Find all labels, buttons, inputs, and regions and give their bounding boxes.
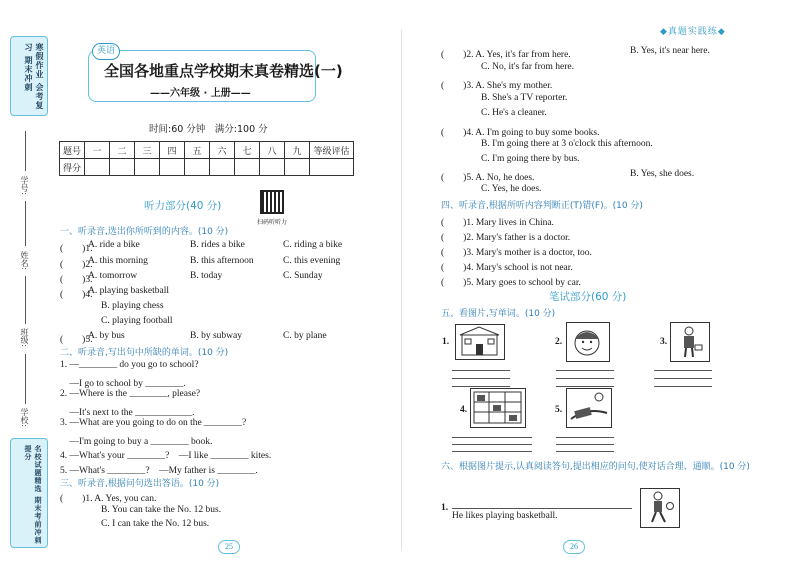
- fill-line: 2. —Where is the ________, please?: [60, 389, 201, 399]
- field-line: [25, 354, 26, 404]
- score-cell[interactable]: [135, 159, 160, 176]
- answer-line: [556, 386, 614, 387]
- binding-strip: [10, 36, 50, 566]
- option-c: C. riding a bike: [283, 240, 343, 250]
- binding-bottom-label: 名校试题精选 期末考前冲刺提分: [24, 445, 42, 545]
- option-b: B. by subway: [190, 331, 242, 341]
- score-cell[interactable]: [260, 159, 285, 176]
- picture-number: 3.: [660, 337, 668, 347]
- field-line: [25, 131, 26, 171]
- answer-option: B. You can take the No. 12 bus.: [101, 505, 222, 515]
- page-divider: [401, 30, 402, 550]
- answer-option: ( )1. A. Yes, you can.: [60, 494, 157, 504]
- score-header-cell: 七: [235, 142, 260, 159]
- answer-option: ( )5. A. No, he does.: [441, 173, 535, 183]
- banner-label: ◆真题实践练◆: [660, 27, 726, 37]
- score-cell[interactable]: [85, 159, 110, 176]
- field-line: [25, 201, 26, 246]
- answer-line: [654, 378, 712, 379]
- answer-option: ( )2. A. Yes, it's far from here.: [441, 50, 571, 60]
- picture-number: 5.: [555, 405, 563, 415]
- question-number: ( )1.: [60, 244, 93, 254]
- answer-option: ( )3. A. She's my mother.: [441, 81, 553, 91]
- field-school: 学校:: [20, 408, 29, 427]
- answer-option: C. He's a cleaner.: [481, 108, 547, 118]
- option-b: B. rides a bike: [190, 240, 245, 250]
- fill-line: —I'm going to buy a ________ book.: [60, 437, 213, 447]
- fill-line: 3. —What are you going to do on the ________?: [60, 418, 247, 428]
- score-header-cell: 九: [285, 142, 310, 159]
- option-a: A. tomorrow: [88, 271, 138, 281]
- score-header-cell: 等级评估: [310, 142, 354, 159]
- answer-line: [452, 370, 510, 371]
- shelves-picture: [470, 388, 526, 428]
- question-number: ( )3.: [60, 275, 93, 285]
- question-answer-line[interactable]: [452, 508, 632, 509]
- option-c: C. Sunday: [283, 271, 323, 281]
- field-student-number: 学号:: [20, 176, 29, 195]
- answer-line: [556, 437, 614, 438]
- fill-line: 1. —________ do you go to school?: [60, 360, 199, 370]
- businessman-picture: [670, 322, 710, 362]
- score-row-label: 得分: [60, 159, 85, 176]
- answer-line: [452, 444, 532, 445]
- option-a: A. this morning: [88, 256, 148, 266]
- given-answer: He likes playing basketball.: [452, 511, 558, 521]
- score-cell[interactable]: [110, 159, 135, 176]
- option-a: A. ride a bike: [88, 240, 140, 250]
- score-header-cell: 五: [185, 142, 210, 159]
- answer-line: [452, 386, 510, 387]
- option-a: A. playing basketball: [88, 286, 169, 296]
- fill-line: 4. —What's your ________? —I like ________ kites.: [60, 451, 272, 461]
- question-number: 1.: [441, 503, 449, 513]
- exam-meta: 时间:60 分钟 满分:100 分: [149, 124, 268, 135]
- section-2-instructions: 二、听录音,写出句中所缺的单词。(10 分): [60, 348, 229, 358]
- train-picture: [566, 388, 612, 428]
- score-header-cell: 四: [160, 142, 185, 159]
- field-line: [25, 276, 26, 324]
- option-c: C. by plane: [283, 331, 327, 341]
- score-cell[interactable]: [160, 159, 185, 176]
- score-header-cell: 一: [85, 142, 110, 159]
- section-5-instructions: 五、看图片,写单词。(10 分): [441, 309, 556, 319]
- grade-subtitle: ——六年级 · 上册——: [150, 88, 251, 99]
- answer-line: [654, 386, 712, 387]
- written-section-title: 笔试部分(60 分): [549, 291, 627, 303]
- subject-tag: 英语: [92, 43, 120, 60]
- answer-option: B. Yes, it's near here.: [630, 46, 710, 56]
- qr-label: 扫码听听力: [257, 219, 288, 226]
- tf-item: ( )5. Mary goes to school by car.: [441, 278, 581, 288]
- binding-bottom-label-box: [10, 438, 48, 548]
- section-4-instructions: 四、听录音,根据所听内容判断正(T)错(F)。(10 分): [441, 201, 643, 211]
- option-b: B. today: [190, 271, 223, 281]
- tf-item: ( )3. Mary's mother is a doctor, too.: [441, 248, 592, 258]
- answer-option: B. Yes, she does.: [630, 169, 695, 179]
- score-table: [59, 141, 354, 176]
- picture-number: 2.: [555, 337, 563, 347]
- question-number: ( )2.: [60, 260, 93, 270]
- section-6-instructions: 六、根据图片提示,认真阅读答句,提出相应的问句,使对话合理、通顺。(10 分): [441, 462, 750, 472]
- score-cell[interactable]: [235, 159, 260, 176]
- option-b: B. playing chess: [101, 301, 164, 311]
- field-name: 姓名:: [20, 251, 29, 270]
- listening-section-title: 听力部分(40 分): [144, 200, 222, 212]
- answer-option: C. No, it's far from here.: [481, 62, 574, 72]
- qr-code-icon[interactable]: [260, 190, 284, 214]
- answer-line: [654, 370, 712, 371]
- score-header-cell: 题号: [60, 142, 85, 159]
- section-1-instructions: 一、听录音,选出你所听到的内容。(10 分): [60, 227, 229, 237]
- option-c: C. playing football: [101, 316, 173, 326]
- score-cell[interactable]: [185, 159, 210, 176]
- answer-option: B. I'm going there at 3 o'clock this afternoon.: [481, 139, 653, 149]
- score-cell[interactable]: [310, 159, 354, 176]
- answer-line: [556, 378, 614, 379]
- page-number-right: 26: [563, 540, 585, 554]
- basketball-player-picture: [640, 488, 680, 528]
- score-header-cell: 二: [110, 142, 135, 159]
- answer-line: [556, 451, 614, 452]
- fill-line: —It's next to the ____________.: [60, 408, 195, 418]
- score-table-score-row: [60, 159, 354, 176]
- picture-number: 1.: [442, 337, 450, 347]
- option-c: C. this evening: [283, 256, 341, 266]
- picture-number: 4.: [460, 405, 468, 415]
- field-class: 班级:: [20, 328, 29, 347]
- answer-option: C. I can take the No. 12 bus.: [101, 519, 210, 529]
- fill-line: —I go to school by ________.: [60, 379, 186, 389]
- score-header-cell: 六: [210, 142, 235, 159]
- answer-line: [452, 451, 532, 452]
- page-number-left: 25: [218, 540, 240, 554]
- tf-item: ( )1. Mary lives in China.: [441, 218, 554, 228]
- school-building-picture: [455, 324, 505, 360]
- answer-option: C. Yes, he does.: [481, 184, 542, 194]
- answer-line: [452, 437, 532, 438]
- answer-option: ( )4. A. I'm going to buy some books.: [441, 128, 600, 138]
- fill-line: 5. —What's ________? —My father is ________.: [60, 466, 258, 476]
- answer-option: C. I'm going there by bus.: [481, 154, 580, 164]
- girl-picture: [566, 322, 610, 362]
- score-header-cell: 八: [260, 142, 285, 159]
- binding-top-label-box: [10, 36, 48, 116]
- option-a: A. by bus: [88, 331, 125, 341]
- score-header-cell: 三: [135, 142, 160, 159]
- answer-option: B. She's a TV reporter.: [481, 93, 568, 103]
- tf-item: ( )4. Mary's school is not near.: [441, 263, 573, 273]
- question-number: ( )4.: [60, 290, 93, 300]
- score-cell[interactable]: [285, 159, 310, 176]
- answer-line: [452, 378, 510, 379]
- score-table-header-row: [60, 142, 354, 159]
- score-cell[interactable]: [210, 159, 235, 176]
- answer-line: [556, 444, 614, 445]
- page-title: 全国各地重点学校期末真卷精选(一): [104, 62, 343, 80]
- answer-line: [556, 370, 614, 371]
- binding-top-label: 寒假作业 会考复习 期末冲刺: [24, 43, 44, 110]
- option-b: B. this afternoon: [190, 256, 254, 266]
- question-number: ( )5.: [60, 335, 93, 345]
- tf-item: ( )2. Mary's father is a doctor.: [441, 233, 571, 243]
- section-3-instructions: 三、听录音,根据问句选出答语。(10 分): [60, 479, 220, 489]
